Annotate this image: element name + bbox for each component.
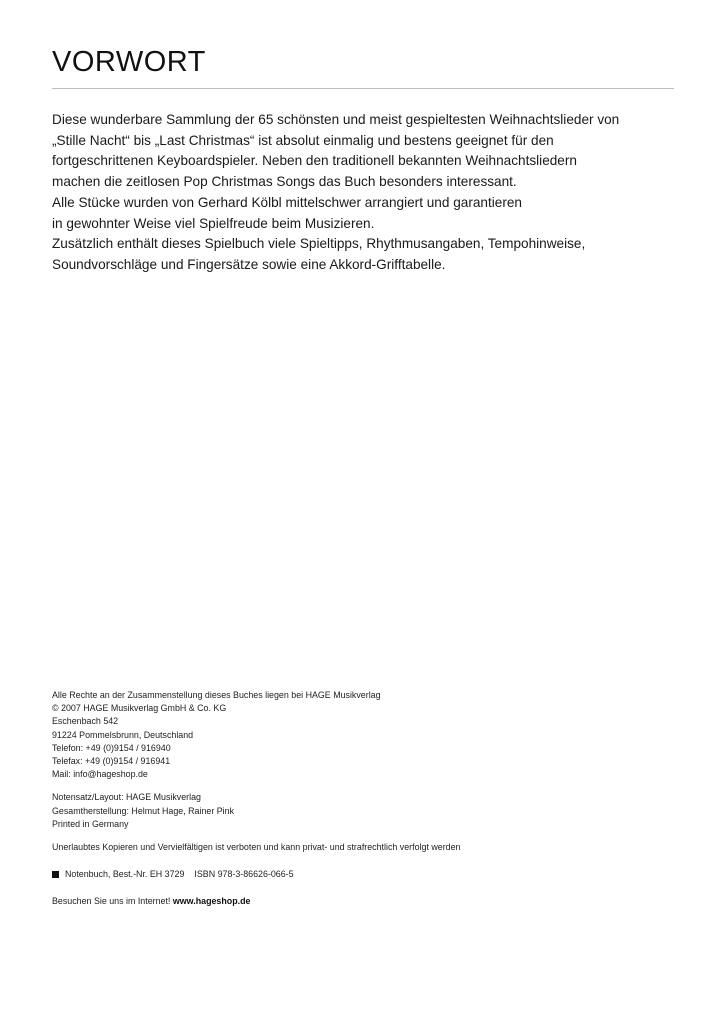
preface-line: in gewohnter Weise viel Spielfreude beim Musizieren. — [52, 215, 375, 231]
order-number: Notenbuch, Best.-Nr. EH 3729 — [65, 869, 185, 880]
phone-number: Telefon: +49 (0)9154 / 916940 — [52, 742, 171, 753]
spacer — [52, 854, 672, 868]
preface-text — [52, 110, 672, 276]
title-divider — [52, 88, 674, 89]
copyright-line: © 2007 HAGE Musikverlag GmbH & Co. KG — [52, 703, 227, 714]
preface-line: Diese wunderbare Sammlung der 65 schönsten und meist gespieltesten Weihnachtslieder von — [52, 112, 620, 127]
bullet-square-icon — [52, 871, 59, 878]
preface-line: fortgeschrittenen Keyboardspieler. Neben den traditionell bekannten Weihnachtsliedern — [52, 153, 577, 169]
production-credit: Gesamtherstellung: Helmut Hage, Rainer Pink — [52, 805, 235, 816]
imprint-section — [52, 689, 672, 909]
preface-line: Alle Stücke wurden von Gerhard Kölbl mittelschwer arrangiert und garantieren — [52, 194, 522, 210]
preface-line: Soundvorschläge und Fingersätze sowie eine Akkord-Grifftabelle. — [52, 256, 446, 272]
product-info — [52, 868, 672, 881]
website-link[interactable]: www.hageshop.de — [172, 896, 251, 907]
address-street: Eschenbach 542 — [52, 716, 119, 727]
spacer — [52, 781, 672, 791]
address-city: 91224 Pommelsbrunn, Deutschland — [52, 729, 194, 740]
spacer — [52, 881, 672, 895]
spacer — [52, 831, 672, 841]
rights-notice: Alle Rechte an der Zusammenstellung dieses Buches liegen bei HAGE Musikverlag — [52, 690, 381, 700]
preface-line: „Stille Nacht“ bis „Last Christmas“ ist absolut einmalig und bestens geeignet für den — [52, 132, 554, 148]
layout-credit: Notensatz/Layout: HAGE Musikverlag — [52, 792, 201, 803]
copy-protection-notice: Unerlaubtes Kopieren und Vervielfältigen ist verboten und kann privat- und strafrechtlich verfolgt werden — [52, 842, 461, 853]
preface-line: Zusätzlich enthält dieses Spielbuch viele Spieltipps, Rhythmusangaben, Tempohinweise, — [52, 236, 586, 252]
preface-line: machen die zeitlosen Pop Christmas Songs das Buch besonders interessant. — [52, 174, 517, 190]
website-prefix: Besuchen Sie uns im Internet! — [52, 896, 171, 907]
fax-number: Telefax: +49 (0)9154 / 916941 — [52, 756, 171, 767]
isbn-number: ISBN 978-3-86626-066-5 — [194, 869, 294, 880]
website-line — [52, 895, 672, 908]
email-address: Mail: info@hageshop.de — [52, 769, 148, 780]
printed-in: Printed in Germany — [52, 818, 129, 829]
page-title: VORWORT — [52, 46, 206, 78]
